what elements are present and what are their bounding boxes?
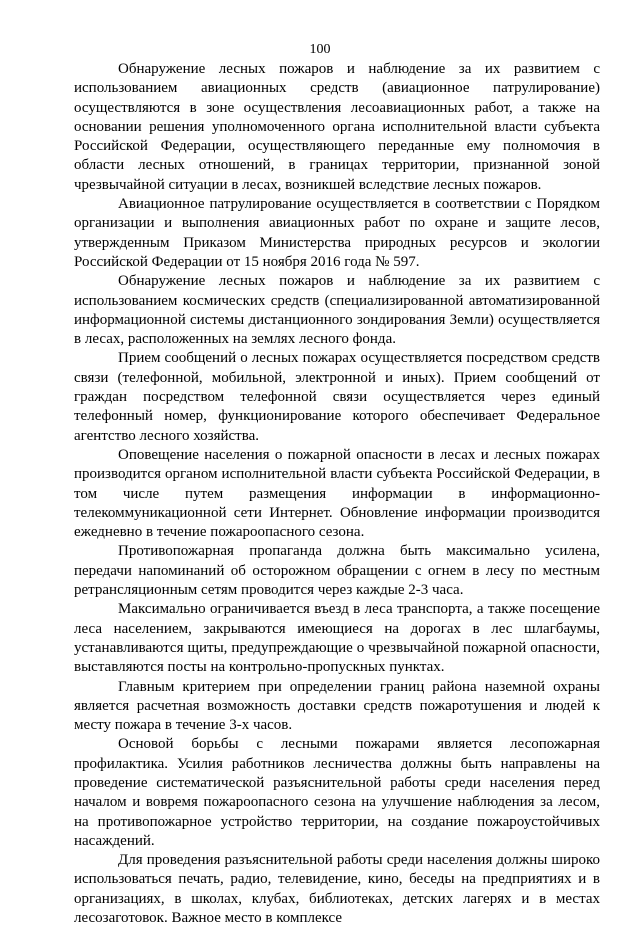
paragraph-aerial-detection: Обнаружение лесных пожаров и наблюдение за их развитием с использованием авиационных средств (авиационное патрулирование) осуществляются в зоне осуществления лесоавиационных работ, а также на основании решения уполномоченного органа исполнительной власти субъекта Российской Федерации, осуществляющего переданные ему полномочия в области лесных отношений, в границах территории, признанной зоной чрезвычайной ситуации в лесах, возникшей вследствие лесных пожаров.: [74, 61, 600, 193]
paragraph-space-detection: Обнаружение лесных пожаров и наблюдение за их развитием с использованием космических средств (специализированной автоматизированной информационной системы дистанционного зондирования Земли) осуществляется в лесах, расположенных на землях лесного фонда.: [74, 273, 600, 348]
paragraph-access-restriction: Максимально ограничивается въезд в леса транспорта, а также посещение леса населением, закрываются имеющиеся на дорогах в лес шлагбаумы, устанавливаются щиты, предупреждающие о чрезвычайной пожарной опасности, выставляются посты на контрольно-пропускных пунктах.: [74, 601, 600, 676]
paragraph-fire-reports: Прием сообщений о лесных пожарах осуществляется посредством средств связи (телефонной, мобильной, электронной и иных). Прием сообщений от граждан посредством телефонной связи осуществляется через единый телефонный номер, функционирование которого обеспечивает Федеральное агентство лесного хозяйства.: [74, 350, 600, 444]
paragraph-fire-prevention: Основой борьбы с лесными пожарами является лесопожарная профилактика. Усилия работников лесничества должны быть направлены на проведение систематической разъяснительной работы среди населения перед началом и вовремя пожароопасного сезона на улучшение наблюдения за лесом, на противопожарное устройство территории, на создание пожароустойчивых насаждений.: [74, 736, 600, 849]
page-number: 100: [309, 42, 331, 57]
document-body: [74, 60, 600, 928]
paragraph-outreach-work: Для проведения разъяснительной работы среди населения должны широко использоваться печать, радио, телевидение, кино, беседы на предприятиях и в организациях, в школах, клубах, библиотеках, детских лагерях и в местах лесозаготовок. Важное место в комплексе: [74, 852, 600, 927]
paragraph-fire-propaganda: Противопожарная пропаганда должна быть максимально усилена, передачи напоминаний об осторожном обращении с огнем в лесу по местным ретрансляционным сетям проводится через каждые 2-3 часа.: [74, 543, 600, 599]
paragraph-aerial-patrol: Авиационное патрулирование осуществляется в соответствии с Порядком организации и выполнения авиационных работ по охране и защите лесов, утвержденным Приказом Министерства природных ресурсов и экологии Российской Федерации от 15 ноября 2016 года № 597.: [74, 196, 600, 270]
paragraph-ground-protection: Главным критерием при определении границ района наземной охраны является расчетная возможность доставки средств пожаротушения и людей к месту пожара в течение 3-х часов.: [74, 678, 600, 734]
paragraph-public-alert: Оповещение населения о пожарной опасности в лесах и лесных пожарах производится органом исполнительной власти субъекта Российской Федерации, в том числе путем размещения информации в информационно-телекоммуникационной сети Интернет. Обновление информации производится ежедневно в течение пожароопасного сезона.: [74, 446, 600, 541]
